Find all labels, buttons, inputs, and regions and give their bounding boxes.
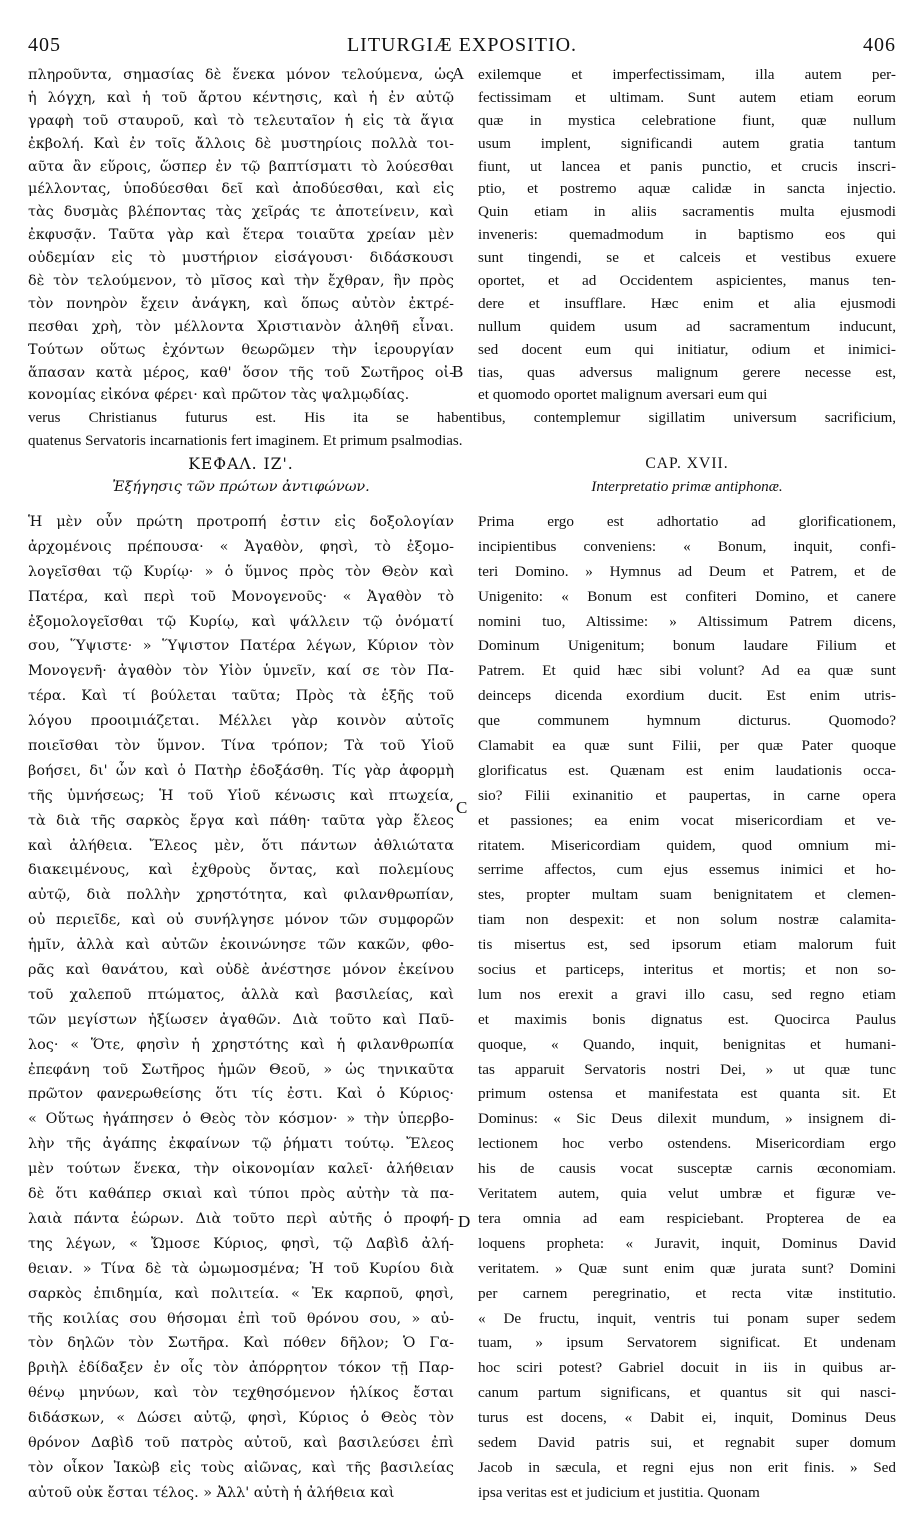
text-line: διδάσκων, « Δώσει αὐτῷ, φησὶ, Κύριος ὁ Θεὸς τὸν: [28, 1410, 454, 1427]
greek-column-body: [28, 510, 454, 1506]
margin-mark-c: C: [456, 798, 468, 817]
text-line: τὰς δυσμὰς βλέποντας τὰς χεῖράς τε ἀποτείνειν, καὶ: [28, 204, 454, 221]
text-line: turus est docens, « Dabit ei, inquit, Dominus Deus: [478, 1409, 896, 1427]
text-line: σαρκὸς ἐπιδημία, καὶ πολιτεία. « Ἐκ καρποῦ, φησὶ,: [28, 1285, 454, 1302]
text-line: Patrem. Et quid hæc sibi volunt? Ad ea quæ sunt: [478, 662, 896, 680]
text-line: stes, propter multam suam benignitatem et clemen-: [478, 886, 896, 904]
page-number-right: 406: [863, 34, 896, 56]
text-line: nullum quidem usum ad sacramentum inducunt,: [478, 317, 896, 335]
text-line: της λέγων, « Ὤμοσε Κύριος, φησὶ, τῷ Δαβὶδ ἀλή-: [28, 1235, 454, 1252]
margin-mark-b: B: [452, 362, 464, 381]
text-line: et quomodo oportet malignum aversari eum qui: [478, 386, 768, 404]
text-line: et passiones; ea enim vocat misericordiam et ve-: [478, 811, 896, 829]
text-line: tias, quas adversus malignum gerere necesse est,: [478, 363, 896, 381]
text-line: sed docent eum qui initiatur, odium et inimici-: [478, 340, 896, 358]
text-line: θειαν. » Τίνα δὲ τὰ ὠμωμοσμένα; Ἡ τοῦ Κυρίου διὰ: [28, 1260, 454, 1277]
text-line: serrime affectos, cum ejus essemus inimici et ho-: [478, 861, 896, 879]
page-number-left: 405: [28, 34, 61, 56]
latin-chapter-heading-block: [478, 453, 896, 499]
text-line: quoque, « Quando, inquit, benignitas et humani-: [478, 1035, 896, 1053]
text-line: λὴν τῆς ἀγάπης ἐκφαίνων τῷ ῥήματι τούτῳ. Ἔλεος: [28, 1136, 454, 1153]
text-line: ptio, et postremo aquæ calidæ in sancta injectio.: [478, 180, 896, 198]
text-line: Quin etiam in aliis sacramentis multa ejusmodi: [478, 203, 896, 221]
text-line: nomini tuo, Altissime: » Altissimum Patrem dicens,: [478, 612, 896, 630]
text-line: lum nos erexit a gravi illo casu, sed regno etiam: [478, 985, 896, 1003]
text-line: « De fructu, inquit, ventris tui ponam super sedem: [478, 1309, 896, 1327]
text-line: « Οὕτως ἠγάπησεν ὁ Θεὸς τὸν κόσμον· » τὴν ὑπερβο-: [28, 1111, 454, 1128]
text-line: βριὴλ ἐδίδαξεν ἐν οἷς τὸν ἀπόρρητον τόκον τῇ Παρ-: [28, 1360, 454, 1377]
text-line: ρᾶς καὶ θανάτου, καὶ οὐδὲ ἀνέστησε μόνον ἐκείνου: [28, 962, 454, 979]
text-line: ποιεῖσθαι τὸν ὕμνον. Τίνα τρόπον; Τὰ τοῦ Υἱοῦ: [28, 738, 454, 755]
spanning-text: [28, 407, 896, 453]
text-line: teri Domino. » Hymnus ad Deum et Patrem, et de: [478, 562, 896, 580]
text-line: Πατέρα, καὶ περὶ τοῦ Μονογενοῦς· « Ἀγαθὸν τὸ: [28, 588, 454, 605]
text-line: sunt tingendi, se et calceis et vestibus exuere: [478, 249, 896, 267]
text-line: deinceps dicenda exordium ducit. Est enim utris-: [478, 687, 896, 705]
text-line: canum partum significans, et quantus sit qui nasci-: [478, 1384, 896, 1402]
text-line: exilemque et imperfectissimam, illa autem per-: [478, 66, 896, 83]
text-line: οὐδεμίαν εἰς τὸ μυστήριον εἰσάγουσι· διδάσκουσι: [28, 250, 454, 267]
text-line: dere et insufflare. Hæc enim et alia ejusmodi: [478, 294, 896, 312]
text-line: tas apparuit Servatoris nostri Dei, » ut quæ tunc: [478, 1060, 896, 1078]
text-line: loquens propheta: « Juravit, inquit, Dominus David: [478, 1234, 896, 1252]
text-line: τὸν πονηρὸν ἔχειν ἀνάγκη, καὶ ὅπως αὐτὸν ἐκτρέ-: [28, 295, 454, 312]
latin-column-top: [478, 64, 896, 407]
text-line: ἐκβολή. Καὶ ἐν τοῖς ἄλλοις δὲ μυστηρίοις πολλὰ τοι-: [28, 135, 454, 152]
text-line: oportet, et ad Occidentem aspicientes, manus ten-: [478, 272, 896, 290]
text-line: θρόνον Δαβὶδ τοῦ πατρὸς αὐτοῦ, καὶ βασιλεύσει ἐπὶ: [28, 1434, 454, 1451]
text-line: σου, Ὕψιστε· » Ὕψιστον Πατέρα λέγων, Κύριον τὸν: [28, 638, 454, 655]
text-line: τῆς κοιλίας σου θήσομαι ἐπὶ τοῦ θρόνου σου, » αὐ-: [28, 1310, 454, 1327]
text-line: βοήσει, δι' ὧν καὶ ὁ Πατὴρ ἐδοξάσθη. Τίς γὰρ ἀφορμὴ: [28, 762, 454, 779]
text-line: ritatem. Misericordiam quidem, quod omnium mi-: [478, 836, 896, 854]
text-line: κονομίας εἰκόνα φέρει· καὶ πρῶτον τὰς ψαλμῳδίας.: [28, 387, 410, 404]
text-line: Ἡ μὲν οὖν πρώτη προτροπή ἐστιν εἰς δοξολογίαν: [28, 514, 454, 530]
text-line: μέλλοντας, ὑποδύεσθαι δεῖ καὶ ἀποδύεσθαι, καὶ εἰς: [28, 181, 454, 198]
greek-column-top: [28, 64, 454, 407]
text-line: ἐξομολογεῖσθαι τῷ Κυρίῳ, καὶ ψάλλειν τῷ ὀνόματί: [28, 613, 454, 630]
text-line: πληροῦντα, σημασίας δὲ ἕνεκα μόνον τελούμενα, ὡς: [28, 67, 454, 83]
text-line: fiunt, ut lancea et panis punctio, et crucis inscri-: [478, 157, 896, 175]
text-line: Unigenito: « Bonum est confiteri Domino, et canere: [478, 587, 896, 605]
text-line: ἡμῖν, ἀλλὰ καὶ αὐτῶν ἐκοινώνησε τῶν κακῶν, φθο-: [28, 937, 454, 954]
text-line: αὐτῷ, διὰ πολλὴν χρηστότητα, καὶ φιλανθρωπίαν,: [28, 887, 454, 904]
text-line: Τούτων οὕτως ἐχόντων θεωρῶμεν τὴν ἱερουργίαν: [28, 341, 454, 358]
text-line: διακειμένους, καὶ ἐχθροὺς ὄντας, καὶ πολεμίους: [28, 862, 454, 879]
text-line: ipsa veritas est et judicium et justitia. Quonam: [478, 1483, 760, 1501]
text-line: μὲν τούτων ἕνεκα, τὴν οἰκονομίαν καλεῖ· ἀλήθειαν: [28, 1161, 454, 1178]
text-line: τοῦ χαλεποῦ πτώματος, ἀλλὰ καὶ βασιλείας, καὶ: [28, 986, 454, 1003]
text-line: καὶ ἀλήθεια. Ἔλεος μὲν, ὅτι πάντων ἀθλιώτατα: [28, 837, 454, 854]
running-header: [28, 34, 896, 60]
text-line: usum implent, significandi autem gratia tantum: [478, 134, 896, 152]
text-line: tis misertus est, sed ipsorum etiam malorum fuit: [478, 936, 896, 954]
text-line: αὐτοῦ οὐκ ἔσται τέλος. » Ἀλλ' αὐτὴ ἡ ἀλήθεια καὶ: [28, 1484, 395, 1501]
margin-mark-a: A: [452, 64, 465, 83]
text-line: incipientibus conveniens: « Bonum, inquit, confi-: [478, 537, 896, 555]
text-line: lectionem hoc verbo ostendens. Misericordiam ergo: [478, 1135, 896, 1153]
text-line: Clamabit ea quæ sunt Filii, per quæ Pater quoque: [478, 737, 896, 755]
text-line: fectissimam et ultimam. Sunt autem etiam eorum: [478, 88, 896, 106]
text-line: λος· « Ὅτε, φησὶν ἡ χρηστότης καὶ ἡ φιλανθρωπία: [28, 1036, 454, 1053]
text-line: ἀρχομένοις πρέπουσα· « Ἀγαθὸν, φησὶ, τὸ ἐξομο-: [28, 538, 454, 555]
text-line: Jacob in sæcula, et regni ejus non erit finis. » Sed: [478, 1458, 896, 1476]
text-line: quæ in mystica celebratione fiunt, quæ nullum: [478, 111, 896, 129]
text-line: πεσθαι χρὴ, τὸν μέλλοντα Χριστιανὸν ἀληθῆ εἶναι.: [28, 318, 454, 335]
text-line: his de causis vocat susceptæ carnis œconomiam.: [478, 1160, 896, 1178]
text-line: socius et particeps, interitus et mortis; et non so-: [478, 961, 896, 979]
text-line: τὸν δηλῶν τὸν Σωτῆρα. Καὶ πόθεν δῆλον; Ὁ Γα-: [28, 1335, 454, 1352]
latin-chapter-heading: CAP. XVII.: [645, 455, 729, 472]
text-line: λόγου προοιμιάζεται. Μέλλει γὰρ κοινὸν αὐτοῖς: [28, 713, 454, 730]
text-line: οὐ περιεῖδε, καὶ οὐ συνήλγησε μόνον τῶν συμφορῶν: [28, 912, 454, 929]
text-line: τῶν μεγίστων ἠξίωσεν ἀγαθῶν. Διὰ τοῦτο καὶ Παῦ-: [28, 1011, 454, 1028]
latin-column-body: [478, 510, 896, 1506]
running-title: LITURGIÆ EXPOSITIO.: [346, 34, 578, 56]
greek-chapter-heading-block: [28, 453, 454, 499]
latin-chapter-subheading: Interpretatio primæ antiphonæ.: [591, 477, 783, 495]
text-line: γραφὴ τοῦ σταυροῦ, καὶ τὸ τελευταῖον ἡ εἰς τὰ ἅγια: [28, 112, 454, 129]
text-line: τῆς ὑμνήσεως; Ἡ τοῦ Υἱοῦ κένωσις καὶ πτωχεία,: [28, 787, 454, 804]
text-line: Μονογενῆ· ἀγαθὸν τὸν Υἱὸν ὑμνεῖν, καί σε τὸν Πα-: [28, 663, 454, 680]
text-line: primum ostensa et manifestata est quanta sit. Et: [478, 1085, 896, 1103]
text-line: tiam non despexit: et non solum nostræ calamita-: [478, 911, 896, 929]
text-line: glorificatus est. Quænam est enim laudationis occa-: [478, 761, 896, 779]
text-line: tuam, » ipsum Servatorem significat. Et undenam: [478, 1334, 896, 1352]
text-line: ἐκφυσᾷν. Ταῦτα γὰρ καὶ ἕτερα τοιαῦτα χρείαν μὲν: [28, 227, 454, 244]
margin-mark-d: D: [458, 1212, 471, 1231]
text-line: λογεῖσθαι τῷ Κυρίῳ· » ὁ ὕμνος πρὸς τὸν Θεὸν καὶ: [28, 563, 454, 580]
text-line: τὰ διὰ τῆς σαρκὸς ἔργα καὶ πάθη· ταῦτα γὰρ ἔλεος: [28, 812, 454, 829]
text-line: Dominus: « Sic Deus dilexit mundum, » insignem di-: [478, 1110, 896, 1128]
text-line: λαιὰ πάντα ἑώρων. Διὰ τοῦτο περὶ αὐτῆς ὁ προφή-: [28, 1210, 454, 1227]
span-line: verus Christianus futurus est. His ita se habentibus, contemplemur sigillatim universum sacrificium,: [28, 410, 896, 426]
text-line: ἡ λόγχη, καὶ ἡ τοῦ ἄρτου κέντησις, καὶ ἡ ἐν αὐτῷ: [28, 89, 454, 106]
text-line: θένῳ μηνύων, καὶ τὸν τεχθησόμενον ἡλίκος ἔσται: [28, 1385, 454, 1402]
text-line: ἐπεφάνη τοῦ Σωτῆρος ἡμῶν Θεοῦ, » ὡς τηνικαῦτα: [28, 1061, 454, 1078]
text-line: sedem David patris sui, et regnabit super domum: [478, 1433, 896, 1451]
text-line: et maximis bonis dignatus est. Quocirca Paulus: [478, 1010, 896, 1028]
text-line: ἅπασαν κατὰ μέρος, καθ' ὅσον τῆς τοῦ Σωτῆρος οἰ-: [28, 364, 454, 381]
text-line: Dominum Unigenitum; bonum laudare Filium et: [478, 637, 896, 655]
text-line: Prima ergo est adhortatio ad glorificationem,: [478, 513, 896, 530]
text-line: tera omnia ad eam respiciebant. Propterea de ea: [478, 1209, 896, 1227]
text-line: hoc sciri potest? Gabriel docuit in iis in quibus ar-: [478, 1359, 896, 1377]
text-line: sio? Filii exinanitio et paupertas, in carne opera: [478, 786, 896, 804]
text-line: inveneris: quemadmodum in baptismo eos qui: [478, 226, 896, 244]
text-line: δὲ ὅτι καθάπερ σκιαὶ καὶ τύποι πρὸς αὐτὴν τὰ πα-: [28, 1186, 454, 1203]
text-line: Veritatem autem, quia velut umbræ et figuræ ve-: [478, 1185, 896, 1203]
greek-chapter-heading: ΚΕΦΑΛ. ΙΖ'.: [188, 455, 294, 473]
text-line: πρῶτον φανερωθείσης ὅτι τίς ἐστι. Καὶ ὁ Κύριος·: [28, 1086, 454, 1103]
greek-chapter-subheading: Ἐξήγησις τῶν πρώτων ἀντιφώνων.: [112, 478, 370, 495]
span-line: quatenus Servatoris incarnationis fert imaginem. Et primum psalmodias.: [28, 432, 463, 449]
text-line: τέρα. Καὶ τί βούλεται ταῦτα; Πρὸς τὰ ἑξῆς τοῦ: [28, 688, 454, 705]
text-line: αῦτα ἂν εὕροις, ὥσπερ ἐν τῷ βαπτίσματι τὸ λούεσθαι: [28, 158, 454, 175]
text-line: τὸν οἶκον Ἰακὼβ εἰς τοὺς αἰῶνας, καὶ τῆς βασιλείας: [28, 1459, 454, 1476]
text-line: per carnem peregrinatio, et recta vitæ institutio.: [478, 1284, 896, 1302]
text-line: que communem hymnum dicturus. Quomodo?: [478, 712, 896, 730]
text-line: veritatem. » Quæ sunt enim quæ jurata sunt? Domini: [478, 1259, 896, 1277]
text-line: δὲ τὸν τελούμενον, τὸ μῖσος καὶ τὴν ἔχθραν, ἣν πρὸς: [28, 273, 454, 290]
